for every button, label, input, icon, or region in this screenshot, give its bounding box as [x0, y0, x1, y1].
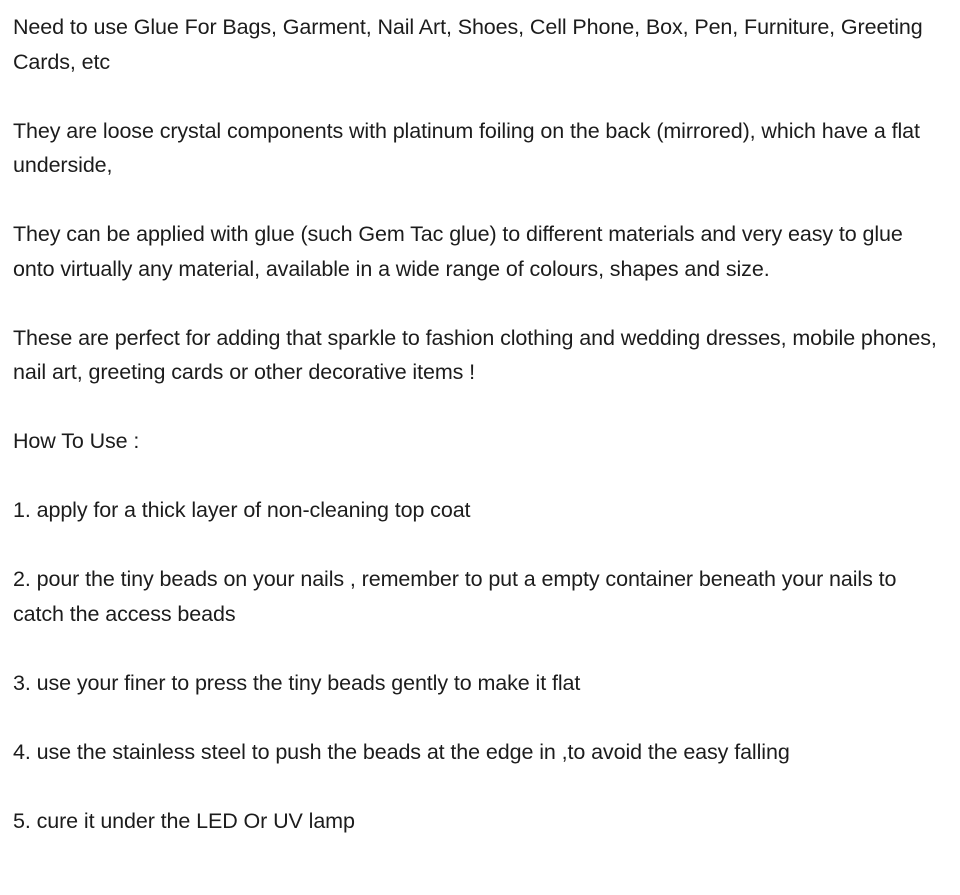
how-to-use-step-1: 1. apply for a thick layer of non-cleaning top coat: [13, 498, 471, 522]
how-to-use-step-2: 2. pour the tiny beads on your nails , remember to put a empty container beneath your nails to catch the access beads: [13, 567, 897, 626]
how-to-use-step-4: 4. use the stainless steel to push the beads at the edge in ,to avoid the easy falling: [13, 739, 790, 764]
description-paragraph-purpose: These are perfect for adding that sparkle to fashion clothing and wedding dresses, mobile phones, nail art, greeting cards or other decorative items !: [13, 325, 937, 384]
how-to-use-step-3: 3. use your finer to press the tiny beads gently to make it flat: [13, 670, 581, 695]
product-description: [13, 10, 948, 838]
how-to-use-heading: How To Use :: [13, 429, 140, 453]
how-to-use-step-5: 5. cure it under the LED Or UV lamp: [13, 808, 355, 833]
description-paragraph-usage: Need to use Glue For Bags, Garment, Nail Art, Shoes, Cell Phone, Box, Pen, Furniture, Greeting Cards, etc: [13, 15, 923, 74]
description-paragraph-application: They can be applied with glue (such Gem Tac glue) to different materials and very easy to glue onto virtually any material, available in a wide range of colours, shapes and size.: [13, 222, 903, 281]
description-paragraph-components: They are loose crystal components with platinum foiling on the back (mirrored), which have a flat underside,: [13, 118, 920, 177]
